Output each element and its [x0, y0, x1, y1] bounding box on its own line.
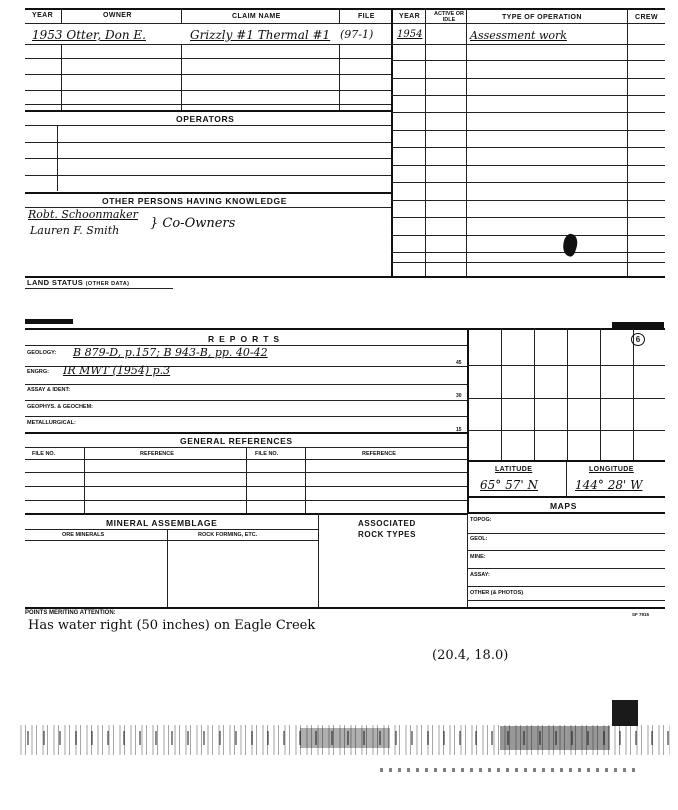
mineral-assemblage-title: MINERAL ASSEMBLAGE — [106, 518, 218, 528]
year-header: YEAR — [32, 12, 54, 19]
num-15: 15 — [456, 427, 462, 433]
operators-title: OPERATORS — [176, 114, 235, 124]
reference-2-header: REFERENCE — [362, 451, 396, 457]
row-line — [391, 44, 665, 45]
divider — [566, 462, 567, 496]
section-border — [25, 513, 467, 515]
row-line — [391, 60, 665, 61]
num-30: 30 — [456, 393, 462, 399]
row-line — [391, 95, 665, 96]
points-label: POINTS MERITING ATTENTION: — [25, 610, 116, 616]
divider — [181, 44, 182, 110]
divider — [57, 125, 58, 191]
divider — [339, 44, 340, 110]
row-line — [391, 200, 665, 201]
assay-map-label: ASSAY: — [470, 572, 490, 578]
file-header: FILE — [358, 13, 375, 20]
coordinates-note: (20.4, 18.0) — [432, 648, 509, 663]
other-persons-title: OTHER PERSONS HAVING KNOWLEDGE — [102, 196, 288, 206]
engrg-label: ENGRG: — [27, 369, 49, 375]
mine-label: MINE: — [470, 554, 486, 560]
person-1: Robt. Schoonmaker — [28, 208, 138, 221]
row-line — [391, 217, 665, 218]
divider — [61, 8, 62, 23]
latitude-label: LATITUDE — [495, 466, 533, 473]
latitude-value: 65° 57' N — [480, 478, 538, 492]
year-right-header: YEAR — [399, 13, 421, 20]
ink-blot — [560, 232, 580, 257]
engrg-value: IR MWT (1954) p.3 — [63, 364, 171, 377]
grid-line — [633, 328, 634, 460]
row-line — [25, 175, 391, 176]
divider — [181, 8, 182, 23]
row-line — [25, 384, 467, 385]
reports-right-border — [467, 328, 469, 513]
grid-line — [600, 328, 601, 460]
circled-section-number: 6 — [631, 333, 645, 346]
row-line — [391, 182, 665, 183]
divider — [61, 44, 62, 110]
co-owners-note: } Co-Owners — [150, 216, 236, 231]
section-border — [25, 607, 665, 609]
land-status-label: LAND STATUS (OTHER DATA) — [27, 278, 130, 287]
general-references-title: GENERAL REFERENCES — [180, 436, 293, 446]
metallurgical-label: METALLURGICAL: — [27, 420, 76, 426]
scan-noise — [500, 726, 610, 750]
row-line — [25, 540, 318, 541]
row-line — [391, 235, 665, 236]
divider — [318, 513, 319, 607]
section-border — [25, 192, 391, 194]
row-line — [25, 44, 391, 45]
row-line — [391, 252, 665, 253]
row-line — [391, 130, 665, 131]
ore-minerals-header: ORE MINERALS — [62, 532, 105, 538]
file-no-2-header: FILE NO. — [255, 451, 279, 457]
divider — [84, 447, 85, 513]
rock-forming-header: ROCK FORMING, ETC. — [198, 532, 258, 538]
entry-operation: Assessment work — [470, 29, 567, 42]
section-border — [467, 512, 665, 514]
row-line — [25, 400, 467, 401]
scan-mark — [612, 700, 638, 726]
row-line — [25, 74, 391, 75]
divider — [246, 447, 247, 513]
entry-file: (97-1) — [340, 28, 374, 41]
entry-claim: Grizzly #1 Thermal #1 — [190, 28, 331, 42]
scan-mark — [25, 319, 73, 324]
geophys-label: GEOPHYS. & GEOCHEM: — [27, 404, 94, 410]
row-line — [25, 416, 467, 417]
row-line — [391, 165, 665, 166]
type-of-operation-header: TYPE OF OPERATION — [502, 14, 582, 21]
divider — [339, 8, 340, 23]
owner-header: OWNER — [103, 12, 132, 19]
entry-year-owner: 1953 Otter, Don E. — [32, 28, 146, 42]
grid-line — [501, 328, 502, 460]
active-idle-header: ACTIVE OR IDLE — [434, 11, 464, 23]
row-line — [467, 600, 665, 601]
entry-right-year: 1954 — [397, 29, 423, 40]
row-line — [25, 90, 391, 91]
row-line — [467, 550, 665, 551]
maps-title: MAPS — [550, 501, 577, 511]
longitude-value: 144° 28' W — [575, 478, 643, 492]
rock-types-label: ROCK TYPES — [358, 530, 417, 539]
row-line — [25, 142, 391, 143]
scan-noise — [300, 728, 390, 748]
topog-label: TOPOG: — [470, 517, 492, 523]
divider — [167, 529, 168, 607]
reports-title: REPORTS — [208, 334, 285, 344]
claim-name-header: CLAIM NAME — [232, 13, 281, 20]
associated-label: ASSOCIATED — [358, 519, 416, 528]
section-border — [467, 496, 665, 498]
person-2: Lauren F. Smith — [30, 224, 120, 237]
longitude-label: LONGITUDE — [589, 466, 634, 473]
row-line — [391, 147, 665, 148]
row-line — [467, 568, 665, 569]
row-line — [467, 586, 665, 587]
form-number: SF 7915 — [632, 612, 650, 617]
row-line — [25, 158, 391, 159]
row-line — [25, 125, 391, 126]
other-photos-label: OTHER (& PHOTOS) — [470, 590, 524, 596]
row-line — [467, 533, 665, 534]
row-line — [25, 104, 391, 105]
reports-top-border — [25, 328, 665, 330]
grid-line — [534, 328, 535, 460]
num-45: 45 — [456, 360, 462, 366]
row-line — [25, 529, 318, 530]
row-line — [25, 432, 467, 434]
geology-value: B 879-D, p.157; B 943-B, pp. 40-42 — [73, 346, 268, 359]
grid-line — [567, 328, 568, 460]
header-underline — [25, 23, 665, 24]
geology-label: GEOLOGY: — [27, 350, 57, 356]
crew-header: CREW — [635, 14, 658, 21]
section-border — [25, 110, 391, 112]
grid-line — [467, 430, 665, 431]
assay-label: ASSAY & IDENT: — [27, 387, 71, 393]
grid-line — [467, 365, 665, 366]
geol-label: GEOL: — [470, 536, 488, 542]
file-no-1-header: FILE NO. — [32, 451, 56, 457]
divider — [467, 513, 468, 607]
row-line — [25, 58, 391, 59]
reference-1-header: REFERENCE — [140, 451, 174, 457]
row-line — [391, 262, 665, 263]
row-line — [391, 112, 665, 113]
row-line — [391, 78, 665, 79]
top-border — [25, 8, 665, 10]
land-status-underline — [25, 288, 173, 289]
scan-noise — [380, 768, 640, 772]
points-note: Has water right (50 inches) on Eagle Creek — [28, 618, 316, 633]
grid-line — [467, 398, 665, 399]
divider — [305, 447, 306, 513]
